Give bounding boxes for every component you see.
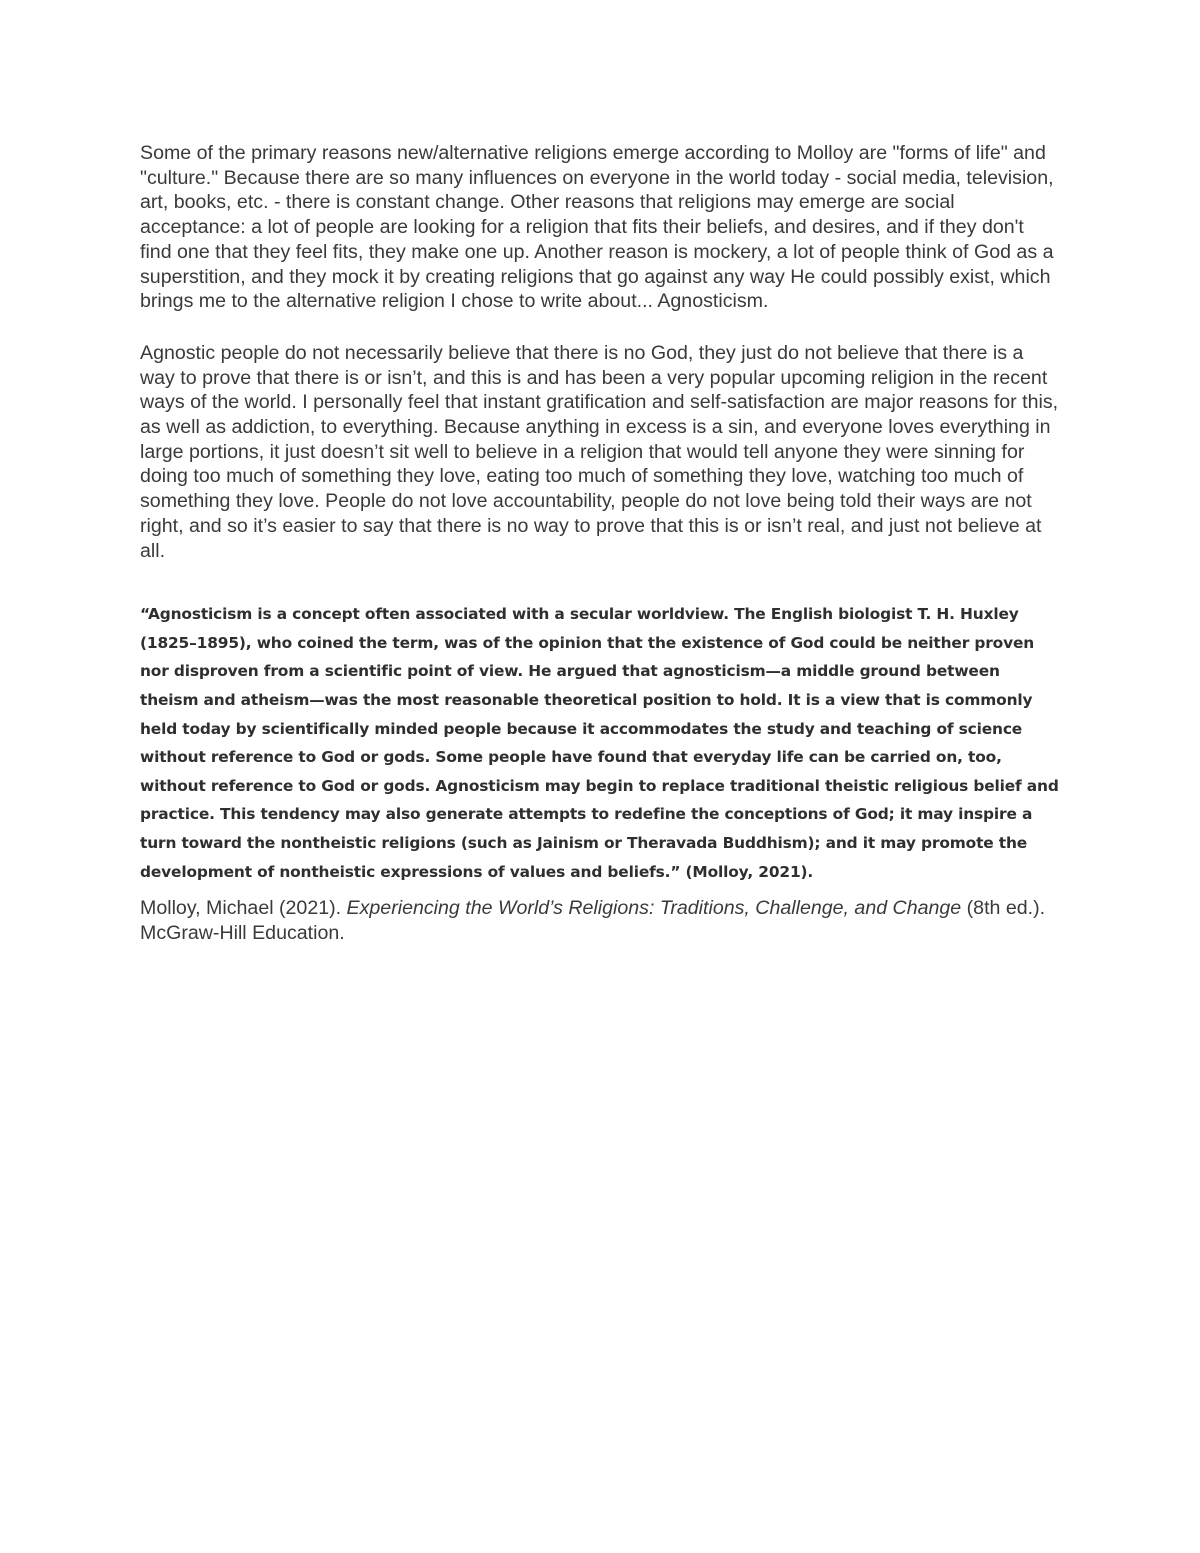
reference-citation [140, 896, 1060, 945]
document-body [140, 141, 1060, 946]
body-paragraph-2: Agnostic people do not necessarily believe that there is no God, they just do not believe that there is a way to prove that there is or isn’t, and this is and has been a very popular upcoming religion in the recent ways of the world. I personally feel that instant gratification and self-satisfaction are major reasons for this, as well as addiction, to everything. Because anything in excess is a sin, and everyone loves everything in large portions, it just doesn’t sit well to believe in a religion that would tell anyone they were sinning for doing too much of something they love, eating too much of something they love, watching too much of something they love. People do not love accountability, people do not love being told their ways are not right, and so it’s easier to say that there is no way to prove that this is or isn’t real, and just not believe at all. [140, 341, 1059, 562]
block-quote: “Agnosticism is a concept often associated with a secular worldview. The English biologist T. H. Huxley (1825–1895), who coined the term, was of the opinion that the existence of God could be neither proven nor disproven from a scientific point of view. He argued that agnosticism—a middle ground between theism and atheism—was the most reasonable theoretical position to hold. It is a view that is commonly held today by scientifically minded people because it accommodates the study and teaching of science without reference to God or gods. Some people have found that everyday life can be carried on, too, without reference to God or gods. Agnosticism may begin to replace traditional theistic religious belief and practice. This tendency may also generate attempts to redefine the conceptions of God; it may inspire a turn toward the nontheistic religions (such as Jainism or Theravada Buddhism); and it may promote the development of nontheistic expressions of values and beliefs.” (Molloy, 2021). [140, 605, 1059, 881]
citation-title: Experiencing the World’s Religions: Traditions, Challenge, and Change [346, 897, 962, 920]
citation-publication-info: (8th ed.). McGraw-Hill Education. [140, 897, 1046, 944]
body-paragraph-1: Some of the primary reasons new/alternative religions emerge according to Molloy are "forms of life" and "culture." Because there are so many influences on everyone in the world today - social media, television, art, books, etc. - there is constant change. Other reasons that religions may emerge are social acceptance: a lot of people are looking for a religion that fits their beliefs, and desires, and if they don't find one that they feel fits, they make one up. Another reason is mockery, a lot of people think of God as a superstition, and they mock it by creating religions that go against any way He could possibly exist, which brings me to the alternative religion I chose to write about... Agnosticism. [140, 142, 1054, 313]
citation-author-year: Molloy, Michael (2021). [140, 897, 347, 920]
